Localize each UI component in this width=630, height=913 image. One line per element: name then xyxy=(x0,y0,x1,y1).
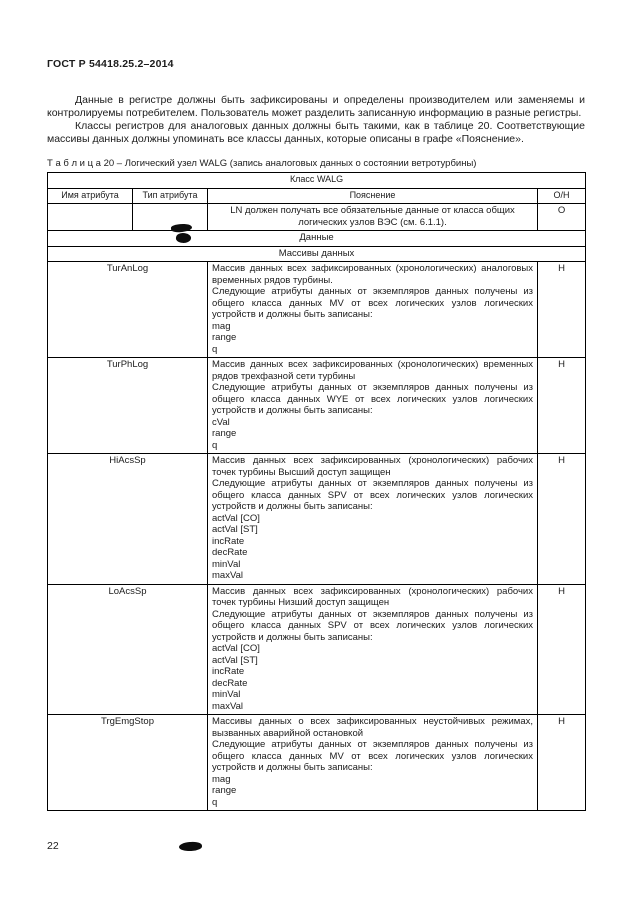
explanation-line: Массивы данных о всех зафиксированных неустойчивых режимах, вызванных аварийной остановкой xyxy=(212,716,533,739)
explanation-line: Массив данных всех зафиксированных (хронологических) аналоговых временных рядов турбины. xyxy=(212,263,533,286)
explanation-line: Массив данных всех зафиксированных (хронологических) временных рядов трехфазной сети турбины xyxy=(212,359,533,382)
attribute-name: HiAcsSp xyxy=(48,454,208,585)
explanation-line: range xyxy=(212,332,237,343)
explanation-cell xyxy=(208,358,538,454)
explanation-line: minVal xyxy=(212,558,241,570)
explanation-line: incRate xyxy=(212,666,245,677)
data-row-LoAcsSp xyxy=(48,584,586,715)
section-label-0: Данные xyxy=(48,231,586,247)
explanation-line: actVal [CO] xyxy=(212,512,260,524)
column-header-2: Пояснение xyxy=(208,188,538,204)
intro-row xyxy=(48,204,586,231)
explanation-line: q xyxy=(212,796,218,808)
section-label-1: Массивы данных xyxy=(48,246,586,262)
column-header-0: Имя атрибута xyxy=(48,188,133,204)
oh-value: Н xyxy=(538,262,586,358)
page-number: 22 xyxy=(47,840,59,852)
intro-name-cell xyxy=(48,204,133,231)
body-text xyxy=(47,94,585,146)
oh-value: Н xyxy=(538,358,586,454)
data-row-TrgEmgStop xyxy=(48,715,586,811)
table-title-row xyxy=(48,173,586,189)
data-row-TurPhLog xyxy=(48,358,586,454)
explanation-cell xyxy=(208,715,538,811)
column-header-3: О/Н xyxy=(538,188,586,204)
section-row-0 xyxy=(48,231,586,247)
explanation-line: Следующие атрибуты данных от экземпляров данных получены из общего класса данных SPV от всех логических узлов логических устройств и должны быть записаны: xyxy=(212,478,533,512)
explanation-line: maxVal xyxy=(212,570,243,581)
data-row-TurAnLog xyxy=(48,262,586,358)
oh-value: Н xyxy=(538,715,586,811)
explanation-line: Следующие атрибуты данных от экземпляров данных получены из общего класса данных WYE от всех логических узлов логических устройств и должны быть записаны: xyxy=(212,382,533,416)
explanation-cell xyxy=(208,262,538,358)
explanation-line: actVal [ST] xyxy=(212,654,258,666)
explanation-line: decRate xyxy=(212,677,248,689)
explanation-cell xyxy=(208,454,538,585)
explanation-line: Массив данных всех зафиксированных (хронологических) рабочих точек турбины Низший доступ защищен xyxy=(212,585,533,608)
explanation-line: actVal [CO] xyxy=(212,643,260,654)
section-row-1 xyxy=(48,246,586,262)
explanation-line: actVal [ST] xyxy=(212,524,258,535)
explanation-line: cVal xyxy=(212,416,230,428)
intro-oh: О xyxy=(538,204,586,231)
oh-value: Н xyxy=(538,584,586,715)
data-row-HiAcsSp xyxy=(48,454,586,585)
attribute-name: TrgEmgStop xyxy=(48,715,208,811)
column-header-1: Тип атрибута xyxy=(133,188,208,204)
explanation-cell xyxy=(208,584,538,715)
table-caption: Т а б л и ц а 20 – Логический узел WALG (запись аналоговых данных о состоянии ветротурбины) xyxy=(47,158,477,169)
explanation-line: Следующие атрибуты данных от экземпляров данных получены из общего класса данных MV от всех логических узлов логических устройств и должны быть записаны: xyxy=(212,739,533,773)
attribute-name: LoAcsSp xyxy=(48,584,208,715)
table-title: Класс WALG xyxy=(48,173,586,189)
page-content xyxy=(47,58,585,811)
scan-artifact xyxy=(179,841,203,852)
explanation-line: Массив данных всех зафиксированных (хронологических) рабочих точек турбины Высший доступ защищен xyxy=(212,455,533,478)
intro-explanation: LN должен получать все обязательные данные от класса общих логических узлов ВЭС (см. 6.1.1). xyxy=(208,204,538,231)
explanation-line: maxVal xyxy=(212,700,243,712)
explanation-line: mag xyxy=(212,773,231,785)
explanation-line: q xyxy=(212,439,218,451)
paragraph-register-classes: Классы регистров для аналоговых данных должны быть такими, как в таблице 20. Соответствующие массивы данных должны упоминать все классы данных, которые описаны в графе «Пояснение». xyxy=(47,120,585,145)
paragraph-registers: Данные в регистре должны быть зафиксированы и определены производителем или заменяемы и контролируемы потребителем. Пользователь может разделить записанную информацию в разные регистры. xyxy=(47,94,585,119)
explanation-line: range xyxy=(212,785,237,796)
explanation-line: range xyxy=(212,428,237,439)
explanation-line: q xyxy=(212,343,218,355)
column-header-row xyxy=(48,188,586,204)
explanation-line: mag xyxy=(212,320,231,332)
attribute-name: TurAnLog xyxy=(48,262,208,358)
explanation-line: incRate xyxy=(212,535,245,547)
explanation-line: decRate xyxy=(212,547,248,558)
doc-header: ГОСТ Р 54418.25.2–2014 xyxy=(47,58,174,70)
oh-value: Н xyxy=(538,454,586,585)
attribute-name: TurPhLog xyxy=(48,358,208,454)
explanation-line: minVal xyxy=(212,689,241,700)
explanation-line: Следующие атрибуты данных от экземпляров данных получены из общего класса данных MV от всех логических узлов логических устройств и должны быть записаны: xyxy=(212,286,533,320)
explanation-line: Следующие атрибуты данных от экземпляров данных получены из общего класса данных SPV от всех логических узлов логических устройств и должны быть записаны: xyxy=(212,608,533,643)
walg-table xyxy=(47,172,586,811)
